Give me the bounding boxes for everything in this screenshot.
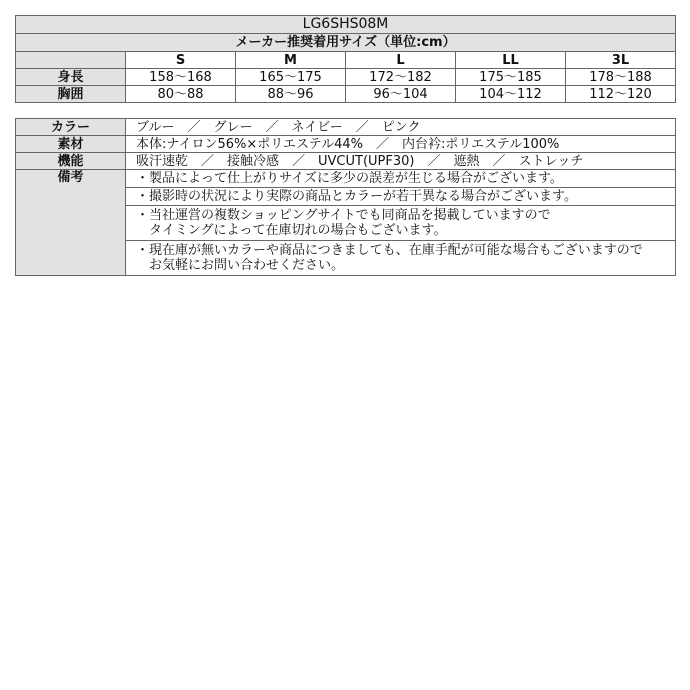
notes-label: 備考 (16, 170, 126, 276)
color-label: カラー (16, 119, 126, 136)
note-line: ・撮影時の状況により実際の商品とカラーが若干異なる場合がございます。 (126, 188, 676, 206)
row-label-chest: 胸囲 (16, 86, 126, 103)
size-table (15, 15, 676, 103)
table-row (16, 69, 676, 86)
note-line (126, 241, 676, 276)
note-line: ・製品によって仕上がりサイズに多少の誤差が生じる場合がございます。 (126, 170, 676, 188)
table-cell: 88～96 (236, 86, 346, 103)
size-header-3l: 3L (566, 52, 676, 69)
material-value: 本体:ナイロン56%×ポリエステル44% ／ 内台衿:ポリエステル100% (126, 136, 676, 153)
table-cell: 96～104 (346, 86, 456, 103)
material-label: 素材 (16, 136, 126, 153)
table-row (16, 119, 676, 136)
note-line-part: お気軽にお問い合わせください。 (136, 258, 345, 273)
table-cell: 178～188 (566, 69, 676, 86)
size-header-m: M (236, 52, 346, 69)
size-header-l: L (346, 52, 456, 69)
spec-table (15, 118, 676, 276)
note-line-part: タイミングによって在庫切れの場合もございます。 (136, 223, 447, 238)
table-cell: 172～182 (346, 69, 456, 86)
color-value: ブルー ／ グレー ／ ネイビー ／ ピンク (126, 119, 676, 136)
table-row (16, 136, 676, 153)
product-code-title: LG6SHS08M (16, 16, 676, 34)
size-header-ll: LL (456, 52, 566, 69)
table-cell: 104～112 (456, 86, 566, 103)
size-header-empty (16, 52, 126, 69)
table-cell: 80～88 (126, 86, 236, 103)
table-cell: 112～120 (566, 86, 676, 103)
size-header-s: S (126, 52, 236, 69)
function-value: 吸汗速乾 ／ 接触冷感 ／ UVCUT(UPF30) ／ 遮熱 ／ ストレッチ (126, 153, 676, 170)
note-line (126, 206, 676, 241)
row-label-height: 身長 (16, 69, 126, 86)
note-line-part: ・現在庫が無いカラーや商品につきましても、在庫手配が可能な場合もございますので (136, 243, 643, 258)
table-cell: 158～168 (126, 69, 236, 86)
function-label: 機能 (16, 153, 126, 170)
table-row (16, 153, 676, 170)
table-cell: 165～175 (236, 69, 346, 86)
size-table-subtitle: メーカー推奨着用サイズ（単位:cm） (16, 34, 676, 52)
table-row (16, 170, 676, 188)
table-row (16, 86, 676, 103)
note-line-part: ・当社運営の複数ショッピングサイトでも同商品を掲載していますので (136, 208, 551, 223)
table-cell: 175～185 (456, 69, 566, 86)
